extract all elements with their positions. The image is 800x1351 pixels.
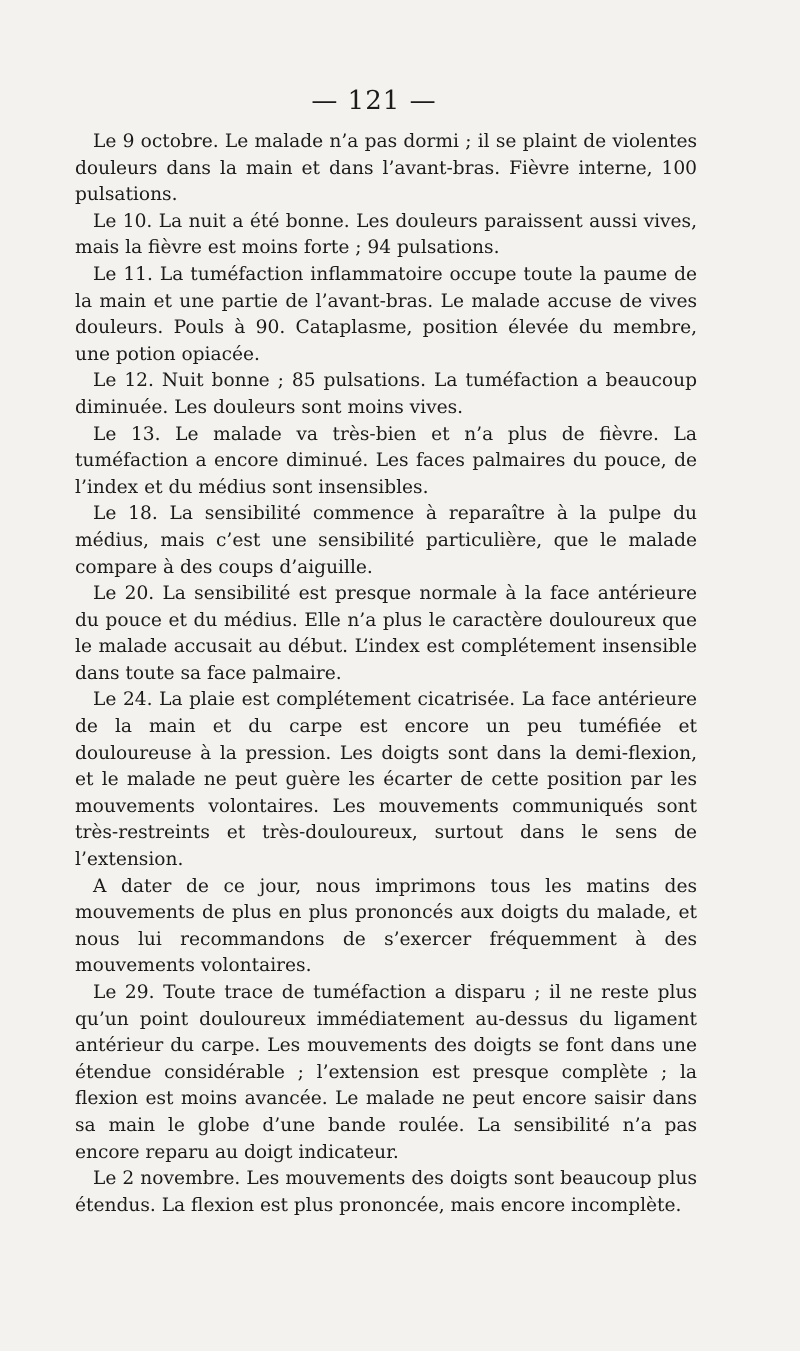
body-text: [75, 129, 697, 1219]
paragraph-13: Le 13. Le malade va très-bien et n’a plus de fièvre. La tuméfaction a encore diminué. Les faces palmaires du pouce, de l’index et du médius sont insensibles.: [75, 423, 697, 498]
paragraph-2-novembre: Le 2 novembre. Les mouvements des doigts sont beaucoup plus étendus. La flexion est plus prononcée, mais encore incomplète.: [75, 1168, 697, 1216]
page-number: — 121 —: [311, 86, 437, 116]
paragraph-18: Le 18. La sensibilité commence à reparaître à la pulpe du médius, mais c’est une sensibilité particulière, que le malade compare à des coups d’aiguille.: [75, 503, 697, 578]
paragraph-10: Le 10. La nuit a été bonne. Les douleurs paraissent aussi vives, mais la fièvre est moins forte ; 94 pulsations.: [75, 210, 697, 259]
paragraph-a-dater: A dater de ce jour, nous imprimons tous les matins des mouvements de plus en plus prononcés aux doigts du malade, et nous lui recommandons de s’exercer fréquemment à des mouvements volontaires.: [75, 875, 697, 977]
paragraph-12: Le 12. Nuit bonne ; 85 pulsations. La tuméfaction a beaucoup diminuée. Les douleurs sont moins vives.: [75, 370, 697, 418]
paragraph-20: Le 20. La sensibilité est presque normale à la face antérieure du pouce et du médius. Elle n’a plus le caractère douloureux que le malade accusait au début. L’index est complétement insensible dans toute sa face palmaire.: [75, 583, 697, 684]
paragraph-11: Le 11. La tuméfaction inflammatoire occupe toute la paume de la main et une partie de l’avant-bras. Le malade accuse de vives douleurs. Pouls à 90. Cataplasme, position élevée du membre, une potion opiacée.: [75, 263, 697, 365]
paragraph-24: Le 24. La plaie est complétement cicatrisée. La face antérieure de la main et du carpe est encore un peu tuméfiée et douloureuse à la pression. Les doigts sont dans la demi-flexion, et le malade ne peut guère les écarter de cette position par les mouvements volontaires. Les mouvements communiqués sont très-restreints et très-douloureux, surtout dans le sens de l’extension.: [75, 689, 697, 871]
paragraph-9-octobre: Le 9 octobre. Le malade n’a pas dormi ; il se plaint de violentes douleurs dans la main et dans l’avant-bras. Fièvre interne, 100 pulsations.: [75, 131, 697, 206]
paragraph-29: Le 29. Toute trace de tuméfaction a disparu ; il ne reste plus qu’un point douloureux immédiatement au-dessus du ligament antérieur du carpe. Les mouvements des doigts se font dans une étendue considérable ; l’extension est presque complète ; la flexion est moins avancée. Le malade ne peut encore saisir dans sa main le globe d’une bande roulée. La sensibilité n’a pas encore reparu au doigt indicateur.: [75, 982, 697, 1163]
